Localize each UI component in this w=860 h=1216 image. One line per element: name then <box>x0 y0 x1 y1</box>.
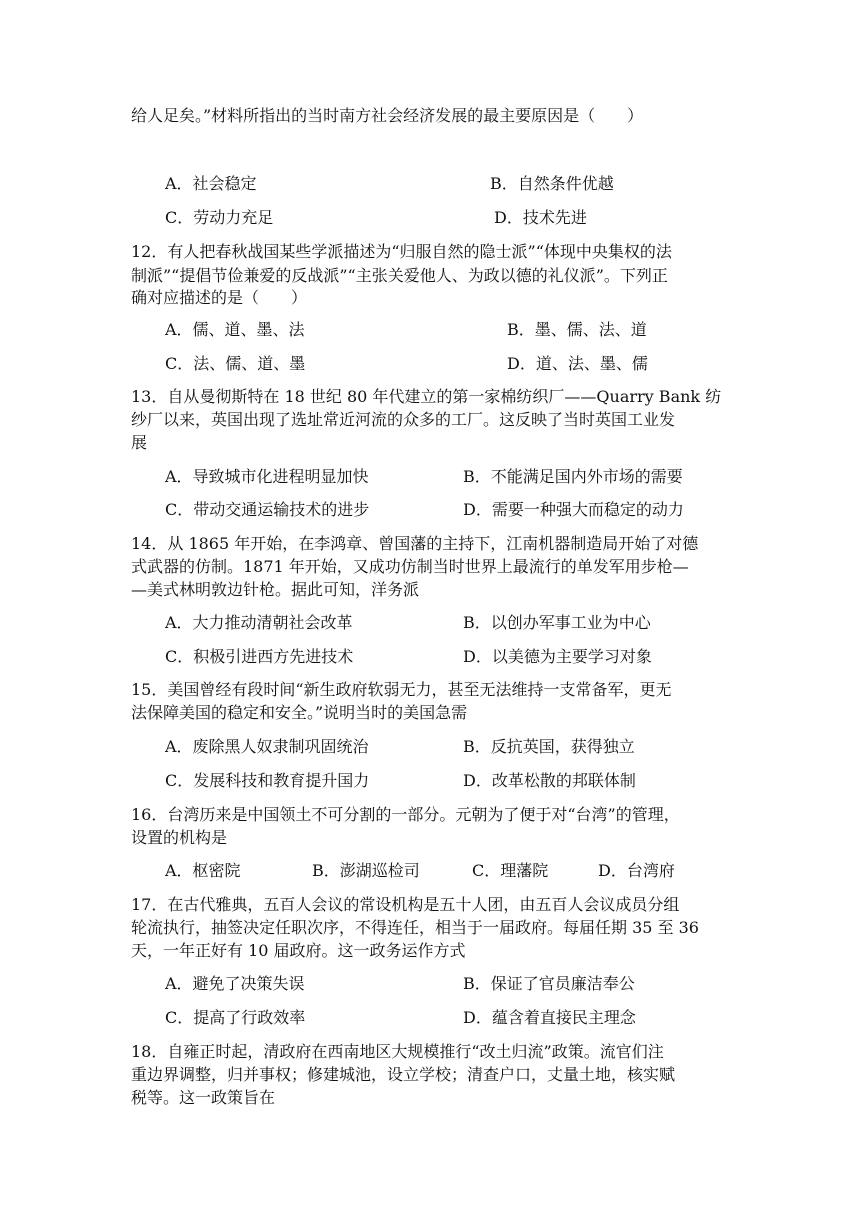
q15-stem-line1: 15．美国曾经有段时间“新生政府软弱无力，甚至无法维持一支常备军，更无 <box>131 680 672 699</box>
q14-option-d: D．以美德为主要学习对象 <box>463 647 652 666</box>
q18-stem-line3: 税等。这一政策旨在 <box>131 1088 276 1107</box>
q13-option-a: A．导致城市化进程明显加快 <box>165 467 369 486</box>
q13-stem-line1: 13．自从曼彻斯特在 18 世纪 80 年代建立的第一家棉纺织厂——Quarry Bank 纺 <box>131 387 722 406</box>
q12-option-d: D．道、法、墨、儒 <box>507 354 648 373</box>
q15-option-b: B．反抗英国，获得独立 <box>463 737 635 756</box>
q12-stem-line3: 确对应描述的是（ ） <box>131 288 308 307</box>
q12-stem-line2: 制派”“提倡节俭兼爱的反战派”“主张关爱他人、为政以德的礼仪派”。下列正 <box>131 266 668 285</box>
q11-option-a: A．社会稳定 <box>165 174 257 193</box>
q17-option-d: D．蕴含着直接民主理念 <box>463 1008 636 1027</box>
q13-option-d: D．需要一种强大而稳定的动力 <box>463 500 684 519</box>
q18-stem-line1: 18．自雍正时起，清政府在西南地区大规模推行“改土归流”政策。流官们注 <box>131 1042 664 1061</box>
q15-option-a: A．废除黑人奴隶制巩固统治 <box>165 737 369 756</box>
q16-option-b: B．澎湖巡检司 <box>312 861 420 880</box>
q11-option-d: D．技术先进 <box>494 208 587 227</box>
q14-option-b: B．以创办军事工业为中心 <box>463 613 651 632</box>
q12-option-b: B．墨、儒、法、道 <box>507 320 647 339</box>
q13-stem-line2: 纱厂以来，英国出现了选址常近河流的众多的工厂。这反映了当时英国工业发 <box>131 410 676 429</box>
q12-option-c: C．法、儒、道、墨 <box>165 354 306 373</box>
q16-stem-line2: 设置的机构是 <box>131 828 228 847</box>
q17-option-a: A．避免了决策失误 <box>165 974 305 993</box>
q17-stem-line2: 轮流执行，抽签决定任职次序，不得连任，相当于一届政府。每届任期 35 至 36 <box>131 918 699 937</box>
q13-stem-line3: 展 <box>131 433 148 452</box>
q11-option-c: C．劳动力充足 <box>165 208 274 227</box>
q11-option-b: B．自然条件优越 <box>490 174 614 193</box>
q12-stem-line1: 12．有人把春秋战国某些学派描述为“归服自然的隐士派”“体现中央集权的法 <box>131 242 672 261</box>
q13-option-b: B．不能满足国内外市场的需要 <box>463 467 683 486</box>
q14-option-a: A．大力推动清朝社会改革 <box>165 613 353 632</box>
q16-option-a: A．枢密院 <box>165 861 241 880</box>
q17-stem-line3: 天，一年正好有 10 届政府。这一政务运作方式 <box>131 941 466 960</box>
q14-stem-line3: —美式林明敦边针枪。据此可知，洋务派 <box>131 580 420 599</box>
q14-stem-line2: 式武器的仿制。1871 年开始，又成功仿制当时世界上最流行的单发军用步枪— <box>131 557 689 576</box>
q17-stem-line1: 17．在古代雅典，五百人会议的常设机构是五十人团，由五百人会议成员分组 <box>131 895 680 914</box>
q15-option-c: C．发展科技和教育提升国力 <box>165 771 370 790</box>
q17-option-c: C．提高了行政效率 <box>165 1008 306 1027</box>
q11-stem: 给人足矣。”材料所指出的当时南方社会经济发展的最主要原因是（ ） <box>131 106 644 125</box>
q16-stem-line1: 16．台湾历来是中国领土不可分割的一部分。元朝为了便于对“台湾”的管理， <box>131 805 680 824</box>
q12-option-a: A．儒、道、墨、法 <box>165 320 305 339</box>
q14-stem-line1: 14．从 1865 年开始，在李鸿章、曾国藩的主持下，江南机器制造局开始了对德 <box>131 534 699 553</box>
q15-stem-line2: 法保障美国的稳定和安全。”说明当时的美国急需 <box>131 703 468 722</box>
q16-option-d: D．台湾府 <box>598 861 675 880</box>
q17-option-b: B．保证了官员廉洁奉公 <box>463 974 635 993</box>
q14-option-c: C．积极引进西方先进技术 <box>165 647 354 666</box>
q13-option-c: C．带动交通运输技术的进步 <box>165 500 370 519</box>
q15-option-d: D．改革松散的邦联体制 <box>463 771 636 790</box>
q18-stem-line2: 重边界调整，归并事权；修建城池，设立学校；清查户口，丈量土地，核实赋 <box>131 1065 676 1084</box>
q16-option-c: C．理藩院 <box>472 861 549 880</box>
